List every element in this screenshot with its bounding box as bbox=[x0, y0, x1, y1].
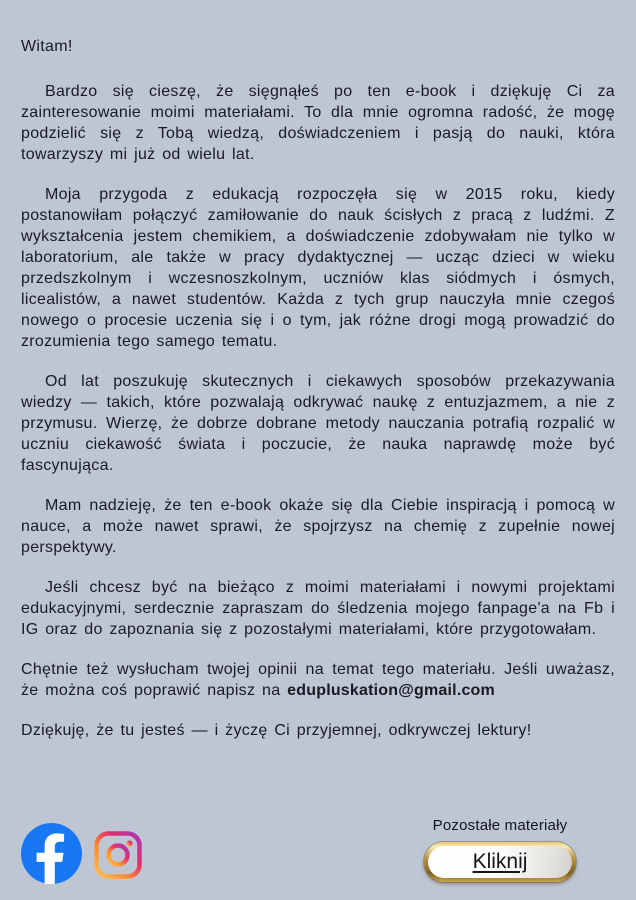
greeting: Witam! bbox=[21, 38, 73, 55]
paragraph-social: Jeśli chcesz być na bieżąco z moimi materiałami i nowymi projektami edukacyjnymi, serdecznie zapraszam do śledzenia mojego fanpage'a na Fb i IG oraz do zapoznania się z pozostałymi materiałami, które przygotowałam. bbox=[21, 579, 615, 638]
materials-button-label: Kliknij bbox=[472, 850, 528, 873]
paragraph-contact bbox=[21, 659, 615, 701]
paragraph-intro: Bardzo się cieszę, że sięgnąłeś po ten e-book i dziękuję Ci za zainteresowanie moimi materiałami. To dla mnie ogromna radość, że mogę podzielić się z Tobą wiedzą, doświadczeniem i pasją do nauki, która towarzyszy mi już od wielu lat. bbox=[21, 83, 615, 163]
materials-label: Pozostałe materiały bbox=[432, 817, 568, 834]
paragraph-methods: Od lat poszukuję skutecznych i ciekawych sposobów przekazywania wiedzy — takich, które pozwalają odkrywać naukę z entuzjazmem, a nie z przymusu. Wierzę, że dobrze dobrane metody nauczania potrafią rozpalić w uczniu ciekawość świata i poczucie, że nauka naprawdę może być fascynująca. bbox=[21, 373, 615, 474]
materials-button-face bbox=[428, 846, 572, 878]
instagram-icon bbox=[93, 830, 143, 880]
instagram-link[interactable] bbox=[93, 830, 143, 880]
paragraph-hope: Mam nadzieję, że ten e-book okaże się dla Ciebie inspiracją i pomocą w nauce, a może nawet sprawi, że spojrzysz na chemię z zupełnie nowej perspektywy. bbox=[21, 497, 615, 556]
closing-line: Dziękuję, że tu jesteś — i życzę Ci przyjemnej, odkrywczej lektury! bbox=[21, 722, 532, 739]
contact-text: Chętnie też wysłucham twojej opinii na temat tego materiału. Jeśli uważasz, że można coś poprawić napisz na bbox=[21, 661, 615, 699]
materials-button[interactable] bbox=[424, 842, 576, 882]
body-text bbox=[21, 36, 615, 760]
email-address: edupluskation@gmail.com bbox=[287, 682, 495, 699]
paragraph-background: Moja przygoda z edukacją rozpoczęła się w 2015 roku, kiedy postanowiłam połączyć zamiłowanie do nauk ścisłych z pracą z ludźmi. Z wykształcenia jestem chemikiem, a doświadczenie zdobywałam nie tylko w laboratorium, ale także w pracy dydaktycznej — ucząc dzieci w wieku przedszkolnym i wczesnoszkolnym, uczniów klas siódmych i ósmych, licealistów, a nawet studentów. Każda z tych grup nauczyła mnie czegoś nowego o procesie uczenia się i o tym, jak różne drogi mogą prowadzić do zrozumienia tego samego tematu. bbox=[21, 186, 615, 350]
facebook-link[interactable] bbox=[21, 823, 82, 884]
facebook-icon bbox=[21, 823, 82, 884]
